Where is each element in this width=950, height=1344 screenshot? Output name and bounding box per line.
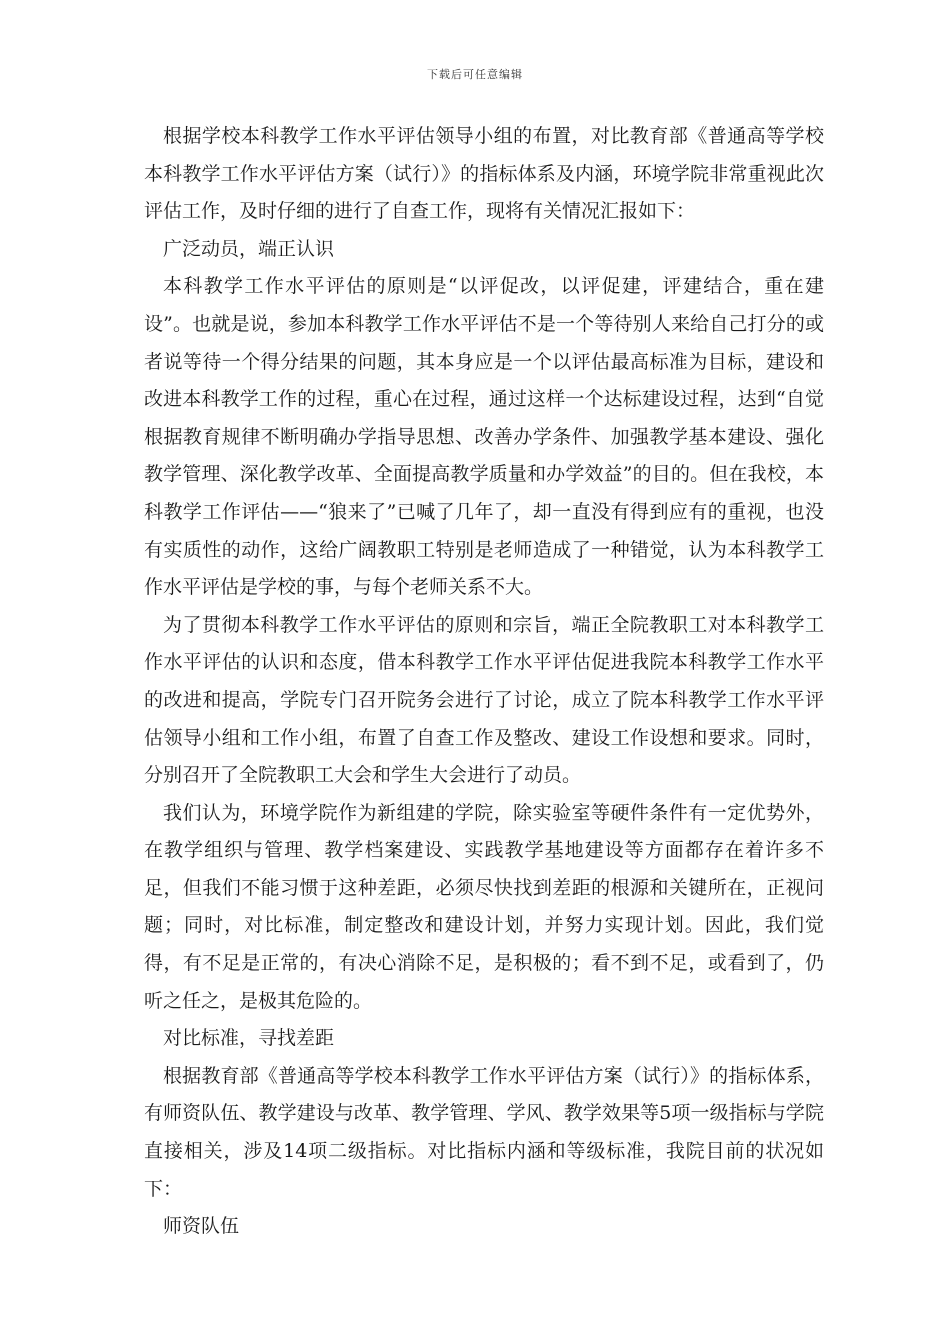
- intro-paragraph: 根据学校本科教学工作水平评估领导小组的布置，对比教育部《普通高等学校本科教学工作水平评估方案（试行）》的指标体系及内涵，环境学院非常重视此次评估工作，及时仔细的进行了自查工作，现将有关情况汇报如下：: [144, 125, 824, 223]
- paragraph-measures: 为了贯彻本科教学工作水平评估的原则和宗旨，端正全院教职工对本科教学工作水平评估的认识和态度，借本科教学工作水平评估促进我院本科教学工作水平的改进和提高，学院专门召开院务会进行了讨论，成立了院本科教学工作水平评估领导小组和工作小组，布置了自查工作及整改、建设工作设想和要求。同时，分别召开了全院教职工大会和学生大会进行了动员。: [144, 613, 824, 787]
- paragraph-reflection: 我们认为，环境学院作为新组建的学院，除实验室等硬件条件有一定优势外，在教学组织与管理、教学档案建设、实践教学基地建设等方面都存在着许多不足，但我们不能习惯于这种差距，必须尽快找到差距的根源和关键所在，正视问题；同时，对比标准，制定整改和建设计划，并努力实现计划。因此，我们觉得，有不足是正常的，有决心消除不足，是积极的；看不到不足，或看到了，仍听之任之，是极其危险的。: [144, 801, 824, 1012]
- section-heading-gap: 对比标准，寻找差距: [163, 1027, 335, 1050]
- paragraph-principle: 本科教学工作水平评估的原则是“以评促改，以评促建，评建结合，重在建设”。也就是说，参加本科教学工作水平评估不是一个等待别人来给自己打分的或者说等待一个得分结果的问题，其本身应是一个以评估最高标准为目标，建设和改进本科教学工作的过程，重心在过程，通过这样一个达标建设过程，达到“自觉根据教育规律不断明确办学指导思想、改善办学条件、加强教学基本建设、强化教学管理、深化教学改革、全面提高教学质量和办学效益”的目的。但在我校，本科教学工作评估——“狼来了”已喊了几年了，却一直没有得到应有的重视，也没有实质性的动作，这给广阔教职工特别是老师造成了一种错觉，认为本科教学工作水平评估是学校的事，与每个老师关系不大。: [144, 275, 824, 599]
- header-note: 下载后可任意编辑: [427, 68, 523, 81]
- document-body: [144, 118, 824, 1246]
- section-heading-mobilization: 广泛动员，端正认识: [163, 237, 335, 260]
- section-heading-faculty: 师资队伍: [163, 1215, 240, 1238]
- paragraph-indicators: 根据教育部《普通高等学校本科教学工作水平评估方案（试行）》的指标体系，有师资队伍、教学建设与改革、教学管理、学风、教学效果等5项一级指标与学院直接相关，涉及14项二级指标。对比指标内涵和等级标准，我院目前的状况如下：: [144, 1064, 824, 1200]
